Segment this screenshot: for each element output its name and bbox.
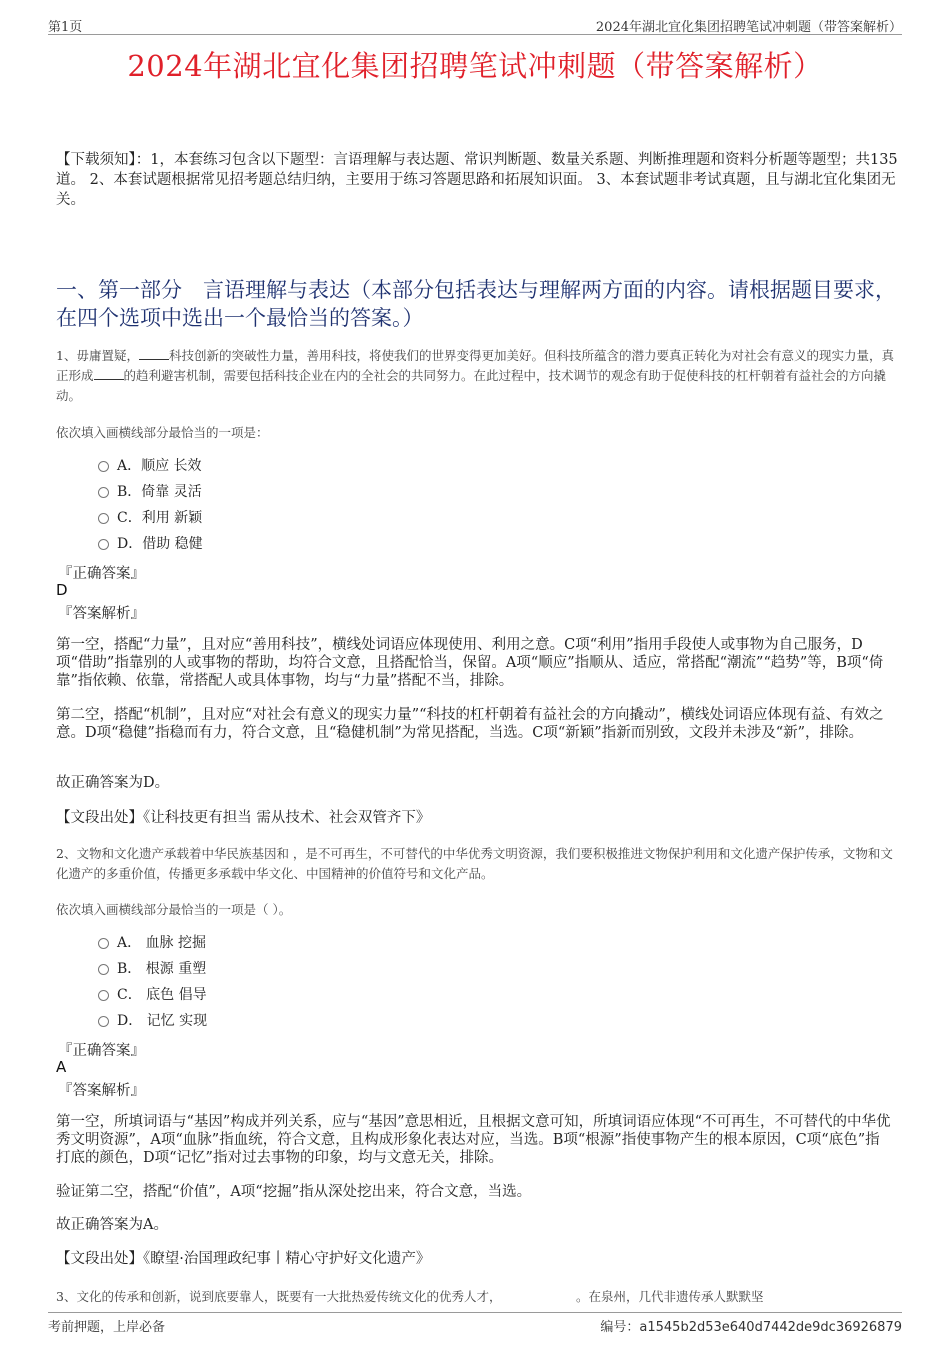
- q2-answer: A: [56, 1058, 67, 1076]
- q1-explanation-2: 第二空，搭配“机制”，且对应“对社会有意义的现实力量”“科技的杠杆朝着有益社会的方向撬动”，横线处词语应体现有益、有效之意。D项“稳健”指稳而有力，符合文意，且“稳健机制”为常见搭配，当选。C项“新颖”指新而别致，文段并未涉及“新”，排除。: [56, 707, 884, 741]
- radio-icon[interactable]: [98, 461, 109, 472]
- footer-slogan: 考前押题，上岸必备: [48, 1320, 166, 1335]
- radio-icon[interactable]: [98, 1016, 109, 1027]
- header-doc-title: 2024年湖北宜化集团招聘笔试冲刺题（带答案解析）: [595, 20, 902, 35]
- radio-icon[interactable]: [98, 513, 109, 524]
- q1-part3: 的趋利避害机制，需要包括科技企业在内的全社会的共同努力。在此过程中，技术调节的观念有助于促使科技的杠杆朝着有益社会的方向撬动。: [56, 368, 887, 403]
- page-header: [48, 14, 902, 35]
- page-number: 第1页: [48, 20, 83, 35]
- download-notice: 【下载须知】：1，本套练习包含以下题型：言语理解与表达题、常识判断题、数量关系题、判断推理题和资料分析题等题型；共135道。 2、本套试题根据常见招考题总结归纳，主要用于练习答题思路和拓展知识面。 3、本套试题非考试真题，且与湖北宜化集团无关。: [56, 152, 898, 208]
- q2-option-d[interactable]: D． 记忆 实现: [98, 1011, 207, 1031]
- q1-part2: 科技创新的突破性力量，善用科技，将使我们的世界变得更加美好。但科技所蕴含的潜力要真正转化为对社会有意义的现实力量，真正形成: [56, 348, 894, 383]
- question-3-text: [56, 1287, 896, 1305]
- q2-conclusion: 故正确答案为A。: [56, 1217, 168, 1233]
- footer-code: 编号：a1545b2d53e640d7442de9dc36926879: [600, 1320, 902, 1335]
- document-title: 2024年湖北宜化集团招聘笔试冲刺题（带答案解析）: [127, 49, 823, 83]
- q2-option-c[interactable]: C． 底色 倡导: [98, 985, 207, 1005]
- q1-conclusion: 故正确答案为D。: [56, 775, 170, 791]
- section-heading: 一、第一部分 言语理解与表达（本部分包括表达与理解两方面的内容。请根据题目要求，在四个选项中选出一个最恰当的答案。）: [56, 278, 896, 330]
- q2-source: 【文段出处】《瞭望·治国理政纪事丨精心守护好文化遗产》: [56, 1251, 431, 1267]
- q1-source: 【文段出处】《让科技更有担当 需从技术、社会双管齐下》: [56, 810, 431, 826]
- q2-correct-label: 『正确答案』: [58, 1043, 145, 1059]
- radio-icon[interactable]: [98, 539, 109, 550]
- q1-part1: 1、毋庸置疑，: [56, 348, 139, 363]
- q1-option-b[interactable]: B．倚靠 灵活: [98, 482, 202, 502]
- q2-explanation-2: 验证第二空，搭配“价值”，A项“挖掘”指从深处挖出来，符合文意，当选。: [56, 1184, 532, 1200]
- q1-blank-2: [94, 379, 124, 380]
- q2-analysis-label: 『答案解析』: [58, 1083, 145, 1099]
- q2-option-a[interactable]: A． 血脉 挖掘: [98, 933, 206, 953]
- radio-icon[interactable]: [98, 938, 109, 949]
- q1-analysis-label: 『答案解析』: [58, 606, 145, 622]
- page-footer: [48, 1312, 902, 1333]
- radio-icon[interactable]: [98, 990, 109, 1001]
- q2-explanation-1: 第一空，所填词语与“基因”构成并列关系，应与“基因”意思相近，且根据文意可知，所填词语应体现“不可再生，不可替代的中华优秀文明资源”，A项“血脉”指血统，符合文意，且构成形象化表达对应，当选。B项“根源”指使事物产生的根本原因，C项“底色”指打底的颜色，D项“记忆”指对过去事物的印象，均与文意无关，排除。: [56, 1114, 891, 1166]
- q1-correct-label: 『正确答案』: [58, 566, 145, 582]
- q2-option-b[interactable]: B． 根源 重塑: [98, 959, 206, 979]
- radio-icon[interactable]: [98, 487, 109, 498]
- radio-icon[interactable]: [98, 964, 109, 975]
- q1-option-d[interactable]: D．借助 稳健: [98, 534, 203, 554]
- question-2-text: 2、文物和文化遗产承载着中华民族基因和 ，是不可再生，不可替代的中华优秀文明资源，我们要积极推进文物保护利用和文化遗产保护传承，文物和文化遗产的多重价值，传播更多承载中华文化、中国精神的价值符号和文化产品。: [56, 846, 893, 881]
- q3-part1: 3、文化的传承和创新，说到底要靠人，既要有一大批热爱传统文化的优秀人才，: [56, 1289, 502, 1304]
- q1-option-c[interactable]: C．利用 新颖: [98, 508, 202, 528]
- q1-blank-1: [139, 359, 169, 360]
- question-1-prompt: 依次填入画横线部分最恰当的一项是：: [56, 425, 269, 440]
- question-1-text: [56, 346, 900, 406]
- q1-explanation-1: 第一空，搭配“力量”，且对应“善用科技”，横线处词语应体现使用、利用之意。C项“利用”指用手段使人或事物为自己服务，D项“借助”指靠别的人或事物的帮助，均符合文意，且搭配恰当，保留。A项“顺应”指顺从、适应，常搭配“潮流”“趋势”等，B项“倚靠”指依赖、依靠，常搭配人或具体事物，均与“力量”搭配不当，排除。: [56, 637, 884, 689]
- q3-part2: 。在泉州，几代非遗传承人默默坚: [576, 1289, 764, 1304]
- question-2-prompt: 依次填入画横线部分最恰当的一项是（ ）。: [56, 902, 292, 917]
- q1-option-a[interactable]: A．顺应 长效: [98, 456, 202, 476]
- q1-answer: D: [56, 581, 68, 599]
